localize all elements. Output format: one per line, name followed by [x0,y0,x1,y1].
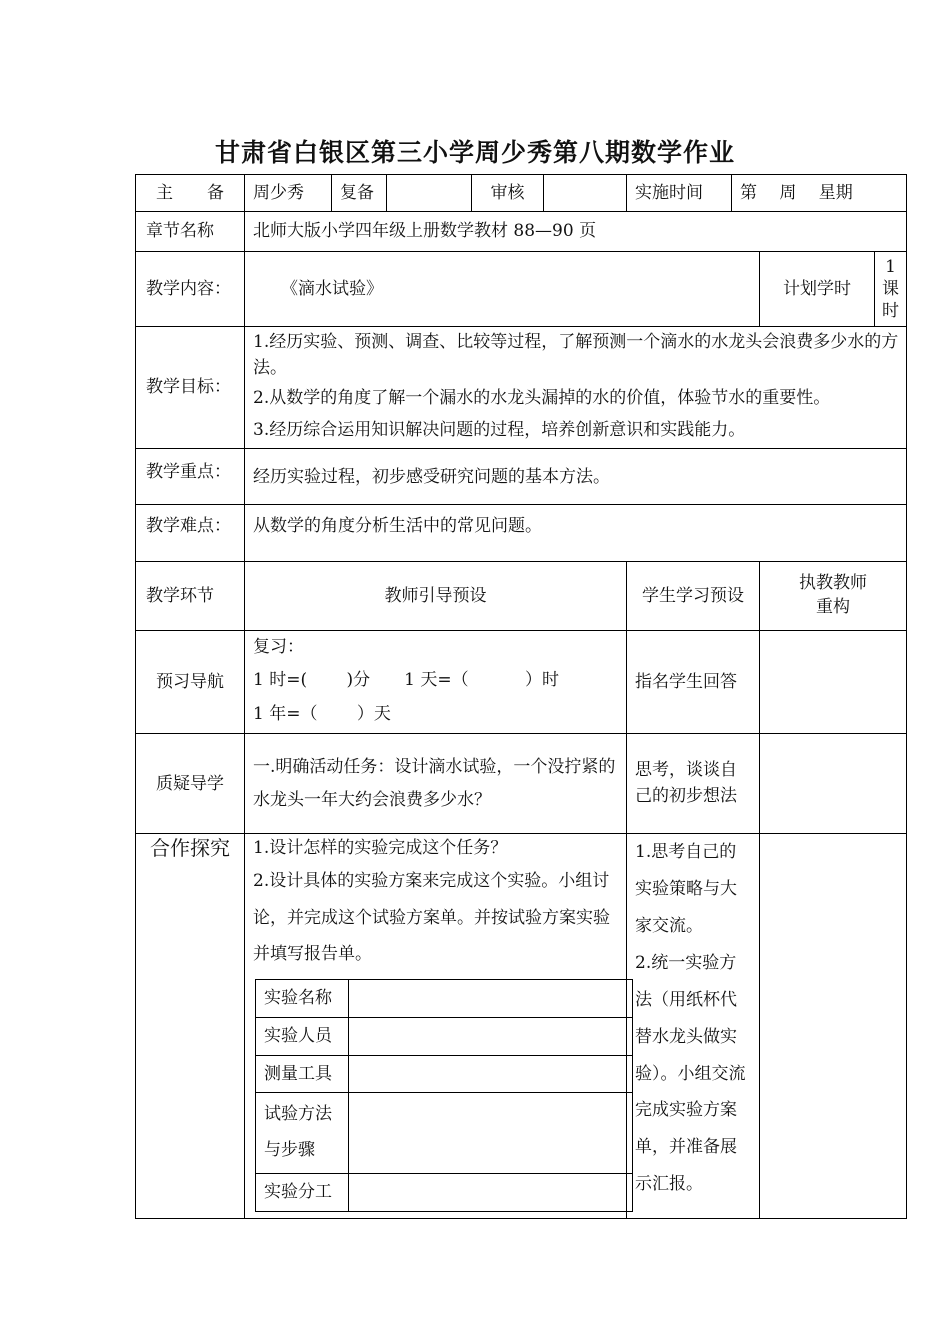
cooperate-rebuild [760,834,907,1218]
cooperate-student-line: 2.统一实验方法（用纸杯代替水龙头做实验）。小组交流完成实验方案单，并准备展示汇报。 [635,952,746,1195]
preview-line: 复习： [253,637,304,658]
form-field[interactable] [349,1055,633,1093]
key-point-row [136,449,907,505]
col-student: 学生学习预设 [627,562,760,631]
content-row [136,252,907,327]
preview-student: 指名学生回答 [627,631,760,734]
question-rebuild [760,734,907,834]
form-row [256,1017,633,1055]
cooperate-line: 2.设计具体的实验方案来完成这个实验。小组讨论，并完成这个试验方案单。并按试验方案实验并填写报告单。 [253,871,610,965]
prep-label: 主 备 [136,175,245,212]
goal-item: 1.经历实验、预测、调查、比较等过程，了解预测一个滴水的水龙头会浪费多少水的方法。 [253,332,899,379]
col-teacher: 教师引导预设 [245,562,627,631]
form-field[interactable] [349,1017,633,1055]
form-field[interactable] [349,979,633,1017]
cooperate-stage: 合作探究 [136,834,245,1218]
difficulty-value: 从数学的角度分析生活中的常见问题。 [245,505,907,562]
key-point-label: 教学重点： [136,449,245,505]
col-rebuild: 执教教师 重构 [760,562,907,631]
form-row [256,1173,633,1211]
hours-label: 计划学时 [760,252,875,327]
review-label: 复备 [332,175,387,212]
preview-teacher [245,631,627,734]
goals-label: 教学目标： [136,327,245,449]
content-value: 《滴水试验》 [245,252,760,327]
col-stage: 教学环节 [136,562,245,631]
goals-list [245,327,907,449]
goals-row [136,327,907,449]
header-row [136,175,907,212]
question-student: 思考，谈谈自己的初步想法 [627,734,760,834]
time-label: 实施时间 [627,175,732,212]
preview-line: 1 时=( )分 1 天=（ ）时 [253,670,559,691]
prep-name: 周少秀 [245,175,332,212]
preview-stage: 预习导航 [136,631,245,734]
preview-rebuild [760,631,907,734]
form-label: 测量工具 [256,1055,349,1093]
review-value [387,175,472,212]
form-label: 试验方法与步骤 [256,1093,349,1173]
lesson-plan-table [135,174,907,1219]
chapter-value: 北师大版小学四年级上册数学教材 88—90 页 [245,212,907,252]
question-stage: 质疑导学 [136,734,245,834]
cooperate-line: 1.设计怎样的实验完成这个任务？ [253,838,508,859]
audit-value [544,175,627,212]
key-point-value: 经历实验过程，初步感受研究问题的基本方法。 [245,449,907,505]
form-row [256,979,633,1017]
cooperate-student-line: 1.思考自己的实验策略与大家交流。 [635,842,737,937]
chapter-row [136,212,907,252]
cooperate-teacher [245,834,627,1218]
difficulty-row [136,505,907,562]
form-label: 实验名称 [256,979,349,1017]
form-field[interactable] [349,1093,633,1173]
experiment-form [255,979,633,1212]
chapter-label: 章节名称 [136,212,245,252]
difficulty-label: 教学难点： [136,505,245,562]
question-teacher: 一.明确活动任务：设计滴水试验，一个没拧紧的水龙头一年大约会浪费多少水？ [245,734,627,834]
form-row [256,1055,633,1093]
cooperate-row [136,834,907,1218]
goal-item: 2.从数学的角度了解一个漏水的水龙头漏掉的水的价值，体验节水的重要性。 [253,387,831,408]
question-row [136,734,907,834]
preview-row [136,631,907,734]
column-header-row [136,562,907,631]
goal-item: 3.经历综合运用知识解决问题的过程，培养创新意识和实践能力。 [253,419,746,440]
form-field[interactable] [349,1173,633,1211]
content-label: 教学内容： [136,252,245,327]
audit-label: 审核 [472,175,544,212]
cooperate-student [627,834,760,1218]
form-label: 实验人员 [256,1017,349,1055]
time-value: 第 周 星期 [732,175,907,212]
form-label: 实验分工 [256,1173,349,1211]
preview-line: 1 年=（ ）天 [253,703,391,724]
form-row [256,1093,633,1173]
hours-value: 1 课 时 [875,252,907,327]
page-title: 甘肃省白银区第三小学周少秀第八期数学作业 [214,138,735,167]
